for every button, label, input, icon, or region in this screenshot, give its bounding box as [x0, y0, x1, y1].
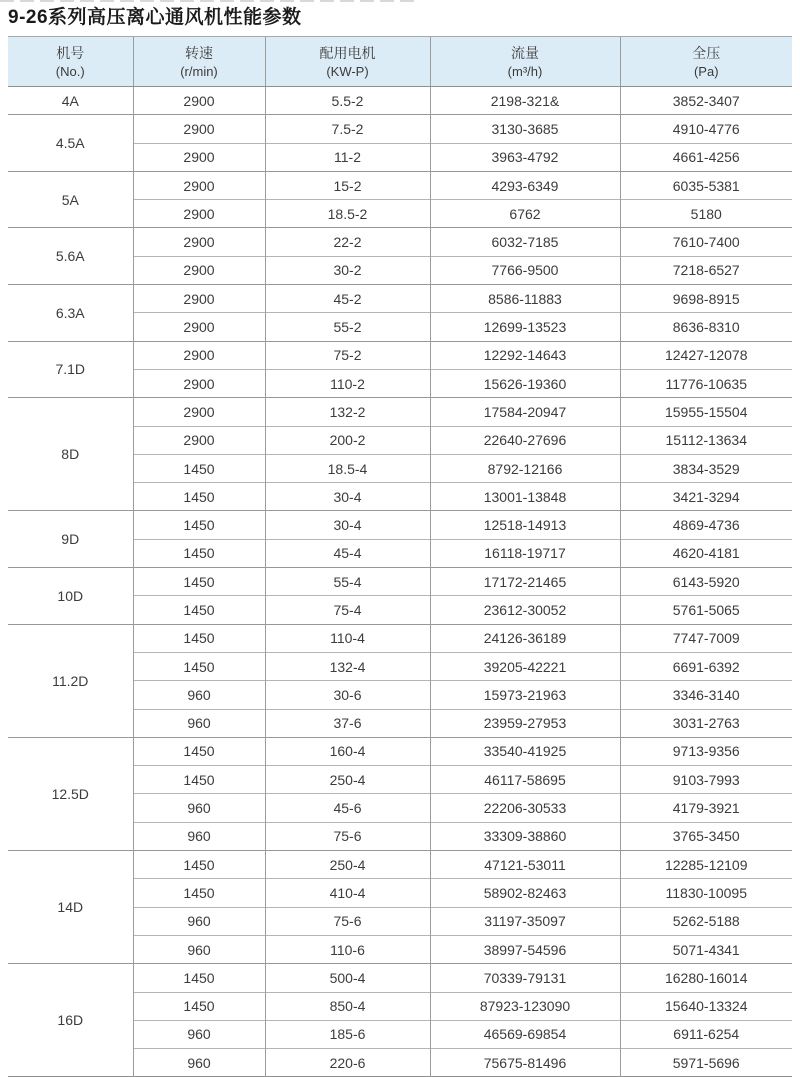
motor-cell: 75-6 — [265, 822, 430, 850]
pressure-cell: 6691-6392 — [620, 652, 792, 680]
header-motor-zh: 配用电机 — [319, 44, 376, 61]
motor-cell: 55-2 — [265, 313, 430, 341]
model-cell: 4A — [8, 87, 133, 115]
pressure-cell: 7218-6527 — [620, 256, 792, 284]
model-cell: 8D — [8, 398, 133, 511]
pressure-cell: 7747-7009 — [620, 624, 792, 652]
speed-cell: 2900 — [133, 256, 265, 284]
flow-cell: 17172-21465 — [430, 568, 620, 596]
motor-cell: 220-6 — [265, 1049, 430, 1077]
pressure-cell: 4910-4776 — [620, 115, 792, 143]
motor-cell: 30-6 — [265, 681, 430, 709]
motor-cell: 75-2 — [265, 341, 430, 369]
flow-cell: 3963-4792 — [430, 143, 620, 171]
flow-cell: 17584-20947 — [430, 398, 620, 426]
model-cell: 12.5D — [8, 737, 133, 850]
motor-cell: 22-2 — [265, 228, 430, 256]
speed-cell: 2900 — [133, 426, 265, 454]
flow-cell: 16118-19717 — [430, 539, 620, 567]
flow-cell: 39205-42221 — [430, 652, 620, 680]
header-model — [8, 37, 133, 87]
table-row — [8, 115, 792, 143]
speed-cell: 2900 — [133, 115, 265, 143]
motor-cell: 45-2 — [265, 285, 430, 313]
speed-cell: 2900 — [133, 87, 265, 115]
motor-cell: 250-4 — [265, 766, 430, 794]
flow-cell: 47121-53011 — [430, 851, 620, 879]
header-motor-en: (KW-P) — [326, 63, 369, 79]
speed-cell: 960 — [133, 681, 265, 709]
motor-cell: 11-2 — [265, 143, 430, 171]
pressure-cell: 5180 — [620, 200, 792, 228]
pressure-cell: 3031-2763 — [620, 709, 792, 737]
table-row — [8, 285, 792, 313]
flow-cell: 22206-30533 — [430, 794, 620, 822]
motor-cell: 110-2 — [265, 369, 430, 397]
pressure-cell: 15955-15504 — [620, 398, 792, 426]
spec-table-body — [8, 87, 792, 1077]
header-speed-zh: 转速 — [185, 44, 213, 61]
table-header — [8, 37, 792, 87]
flow-cell: 46569-69854 — [430, 1020, 620, 1048]
flow-cell: 6762 — [430, 200, 620, 228]
pressure-cell: 7610-7400 — [620, 228, 792, 256]
pressure-cell: 15112-13634 — [620, 426, 792, 454]
flow-cell: 4293-6349 — [430, 171, 620, 199]
pressure-cell: 9713-9356 — [620, 737, 792, 765]
flow-cell: 38997-54596 — [430, 935, 620, 963]
speed-cell: 960 — [133, 935, 265, 963]
speed-cell: 960 — [133, 907, 265, 935]
header-model-en: (No.) — [55, 63, 85, 79]
header-flow-zh: 流量 — [511, 44, 539, 61]
flow-cell: 6032-7185 — [430, 228, 620, 256]
motor-cell: 110-6 — [265, 935, 430, 963]
speed-cell: 1450 — [133, 539, 265, 567]
flow-cell: 75675-81496 — [430, 1049, 620, 1077]
pressure-cell: 12427-12078 — [620, 341, 792, 369]
flow-cell: 33540-41925 — [430, 737, 620, 765]
flow-cell: 2198-321& — [430, 87, 620, 115]
flow-cell: 33309-38860 — [430, 822, 620, 850]
flow-cell: 15626-19360 — [430, 369, 620, 397]
motor-cell: 30-2 — [265, 256, 430, 284]
header-flow — [430, 37, 620, 87]
speed-cell: 2900 — [133, 200, 265, 228]
speed-cell: 2900 — [133, 313, 265, 341]
table-row — [8, 171, 792, 199]
motor-cell: 18.5-4 — [265, 454, 430, 482]
flow-cell: 15973-21963 — [430, 681, 620, 709]
fan-performance-table — [8, 36, 792, 1077]
header-pressure-zh: 全压 — [692, 44, 721, 61]
flow-cell: 12292-14643 — [430, 341, 620, 369]
model-cell: 5.6A — [8, 228, 133, 285]
pressure-cell: 6143-5920 — [620, 568, 792, 596]
flow-cell: 70339-79131 — [430, 964, 620, 992]
speed-cell: 1450 — [133, 992, 265, 1020]
table-row — [8, 851, 792, 879]
motor-cell: 18.5-2 — [265, 200, 430, 228]
table-row — [8, 964, 792, 992]
speed-cell: 1450 — [133, 737, 265, 765]
flow-cell: 58902-82463 — [430, 879, 620, 907]
speed-cell: 2900 — [133, 228, 265, 256]
motor-cell: 410-4 — [265, 879, 430, 907]
motor-cell: 200-2 — [265, 426, 430, 454]
model-cell: 4.5A — [8, 115, 133, 172]
speed-cell: 1450 — [133, 596, 265, 624]
motor-cell: 55-4 — [265, 568, 430, 596]
speed-cell: 1450 — [133, 511, 265, 539]
flow-cell: 12518-14913 — [430, 511, 620, 539]
pressure-cell: 6035-5381 — [620, 171, 792, 199]
model-cell: 6.3A — [8, 285, 133, 342]
pressure-cell: 3346-3140 — [620, 681, 792, 709]
model-cell: 10D — [8, 568, 133, 625]
pressure-cell: 8636-8310 — [620, 313, 792, 341]
flow-cell: 22640-27696 — [430, 426, 620, 454]
motor-cell: 5.5-2 — [265, 87, 430, 115]
motor-cell: 7.5-2 — [265, 115, 430, 143]
model-cell: 16D — [8, 964, 133, 1077]
flow-cell: 46117-58695 — [430, 766, 620, 794]
flow-cell: 8586-11883 — [430, 285, 620, 313]
speed-cell: 2900 — [133, 171, 265, 199]
pressure-cell: 15640-13324 — [620, 992, 792, 1020]
speed-cell: 2900 — [133, 369, 265, 397]
motor-cell: 132-2 — [265, 398, 430, 426]
table-row — [8, 624, 792, 652]
model-cell: 7.1D — [8, 341, 133, 398]
speed-cell: 1450 — [133, 766, 265, 794]
pressure-cell: 3834-3529 — [620, 454, 792, 482]
motor-cell: 45-6 — [265, 794, 430, 822]
flow-cell: 24126-36189 — [430, 624, 620, 652]
motor-cell: 500-4 — [265, 964, 430, 992]
speed-cell: 1450 — [133, 652, 265, 680]
table-row — [8, 87, 792, 115]
model-cell: 11.2D — [8, 624, 133, 737]
model-cell: 5A — [8, 171, 133, 228]
speed-cell: 2900 — [133, 143, 265, 171]
speed-cell: 960 — [133, 822, 265, 850]
table-row — [8, 511, 792, 539]
pressure-cell: 4620-4181 — [620, 539, 792, 567]
flow-cell: 8792-12166 — [430, 454, 620, 482]
pressure-cell: 9698-8915 — [620, 285, 792, 313]
motor-cell: 850-4 — [265, 992, 430, 1020]
pressure-cell: 12285-12109 — [620, 851, 792, 879]
motor-cell: 132-4 — [265, 652, 430, 680]
speed-cell: 960 — [133, 709, 265, 737]
header-pressure-en: (Pa) — [693, 63, 719, 79]
pressure-cell: 3765-3450 — [620, 822, 792, 850]
speed-cell: 960 — [133, 1020, 265, 1048]
speed-cell: 1450 — [133, 568, 265, 596]
model-cell: 14D — [8, 851, 133, 964]
pressure-cell: 9103-7993 — [620, 766, 792, 794]
top-edge-artifact — [0, 0, 420, 2]
pressure-cell: 5071-4341 — [620, 935, 792, 963]
speed-cell: 2900 — [133, 285, 265, 313]
flow-cell: 12699-13523 — [430, 313, 620, 341]
speed-cell: 1450 — [133, 624, 265, 652]
flow-cell: 3130-3685 — [430, 115, 620, 143]
motor-cell: 75-6 — [265, 907, 430, 935]
motor-cell: 185-6 — [265, 1020, 430, 1048]
motor-cell: 250-4 — [265, 851, 430, 879]
motor-cell: 30-4 — [265, 511, 430, 539]
speed-cell: 1450 — [133, 483, 265, 511]
pressure-cell: 3421-3294 — [620, 483, 792, 511]
pressure-cell: 4869-4736 — [620, 511, 792, 539]
flow-cell: 23612-30052 — [430, 596, 620, 624]
table-row — [8, 341, 792, 369]
speed-cell: 2900 — [133, 398, 265, 426]
flow-cell: 13001-13848 — [430, 483, 620, 511]
table-row — [8, 737, 792, 765]
header-pressure — [620, 37, 792, 87]
motor-cell: 30-4 — [265, 483, 430, 511]
pressure-cell: 3852-3407 — [620, 87, 792, 115]
pressure-cell: 5971-5696 — [620, 1049, 792, 1077]
table-row — [8, 568, 792, 596]
speed-cell: 2900 — [133, 341, 265, 369]
flow-cell: 87923-123090 — [430, 992, 620, 1020]
speed-cell: 1450 — [133, 851, 265, 879]
speed-cell: 960 — [133, 794, 265, 822]
header-speed — [133, 37, 265, 87]
pressure-cell: 4179-3921 — [620, 794, 792, 822]
flow-cell: 7766-9500 — [430, 256, 620, 284]
header-flow-en: (m³/h) — [507, 63, 543, 79]
pressure-cell: 5262-5188 — [620, 907, 792, 935]
pressure-cell: 6911-6254 — [620, 1020, 792, 1048]
header-motor — [265, 37, 430, 87]
pressure-cell: 5761-5065 — [620, 596, 792, 624]
speed-cell: 1450 — [133, 964, 265, 992]
header-speed-en: (r/min) — [180, 63, 218, 79]
speed-cell: 1450 — [133, 454, 265, 482]
motor-cell: 110-4 — [265, 624, 430, 652]
speed-cell: 960 — [133, 1049, 265, 1077]
flow-cell: 23959-27953 — [430, 709, 620, 737]
pressure-cell: 4661-4256 — [620, 143, 792, 171]
speed-cell: 1450 — [133, 879, 265, 907]
motor-cell: 15-2 — [265, 171, 430, 199]
table-row — [8, 398, 792, 426]
motor-cell: 160-4 — [265, 737, 430, 765]
model-cell: 9D — [8, 511, 133, 568]
table-row — [8, 228, 792, 256]
flow-cell: 31197-35097 — [430, 907, 620, 935]
motor-cell: 37-6 — [265, 709, 430, 737]
header-model-zh: 机号 — [56, 44, 85, 61]
motor-cell: 75-4 — [265, 596, 430, 624]
header-row — [8, 37, 792, 87]
pressure-cell: 11830-10095 — [620, 879, 792, 907]
pressure-cell: 11776-10635 — [620, 369, 792, 397]
page-title: 9-26系列高压离心通风机性能参数 — [8, 7, 302, 28]
pressure-cell: 16280-16014 — [620, 964, 792, 992]
motor-cell: 45-4 — [265, 539, 430, 567]
